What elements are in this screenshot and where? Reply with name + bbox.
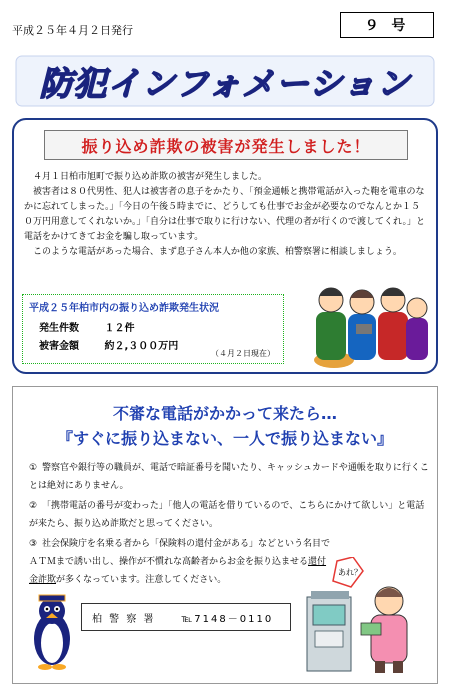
count-value: １２件 bbox=[104, 323, 135, 334]
incident-panel bbox=[12, 118, 438, 374]
issue-number: ９ 号 bbox=[340, 12, 434, 38]
paragraph: このような電話があった場合、まず息子さん本人か他の家族、柏警察署に相談しましょう。 bbox=[33, 247, 402, 257]
paragraph: ４月１日柏市旭町で振り込め詐欺の被害が発生しました。 bbox=[33, 172, 268, 182]
advice-line2: 『すぐに振り込まない、一人で振り込まない』 bbox=[56, 429, 393, 448]
tip-underlined: 還付金詐欺 bbox=[29, 557, 327, 585]
banner-title: 防犯インフォメーション bbox=[39, 63, 411, 103]
title-banner bbox=[12, 52, 438, 110]
advice-heading bbox=[13, 401, 437, 449]
article-body bbox=[24, 170, 428, 260]
speech-text: あれ？ bbox=[338, 568, 362, 577]
stats-count-row bbox=[39, 319, 134, 334]
tip-number: ① bbox=[29, 463, 38, 473]
stats-as-of: （４月２日現在） bbox=[211, 349, 275, 358]
tip-text: 警察官や銀行等の職員が、電話で暗証番号を聞いたり、キャッシュカードや通帳を取りに行くことは絶対にありません。 bbox=[29, 463, 429, 491]
paragraph: 被害者は８０代男性、犯人は被害者の息子をかたり、「預金通帳と携帯電話が入った鞄を電車のなかに忘れてしまった。」「今日の午後５時までに、どうしても仕事でお金が必要なのでなんとか１５０万円用意してくれないか。」「自分は仕事で取りに行けない、代理の者が行くので渡してくれ。」と電話をかけてきてお金を騙し取っています。 bbox=[24, 187, 426, 242]
damage-label: 被害金額 bbox=[39, 341, 79, 352]
headline: 振り込め詐欺の被害が発生しました！ bbox=[81, 136, 371, 156]
tip-item bbox=[29, 459, 429, 495]
tip-text: 「携帯電話の番号が変わった」「他人の電話を借りているので、こちらにかけて欲しい」と電話が来たら、振り込め詐欺だと思ってください。 bbox=[29, 501, 425, 529]
tip-item bbox=[29, 497, 429, 533]
headline-box bbox=[44, 130, 408, 160]
police-contact bbox=[81, 603, 291, 631]
tip-text: 社会保険庁を名乗る者から「保険料の還付金がある」などという名目でＡＴＭまで誘い出し、操作が不慣れな高齢者からお金を振り込ませる bbox=[29, 539, 331, 567]
damage-value: 約２,３００万円 bbox=[104, 341, 179, 352]
atm-illustration bbox=[303, 557, 431, 675]
advice-panel bbox=[12, 386, 438, 684]
tip-tail: が多くなっています。注意してください。 bbox=[56, 575, 227, 585]
penguin-mascot-icon bbox=[27, 593, 77, 671]
stats-title: 平成２５年柏市内の振り込め詐欺発生状況 bbox=[29, 303, 219, 314]
tip-number: ② bbox=[29, 501, 38, 511]
police-tel: ℡7148－0110 bbox=[181, 613, 274, 625]
stats-box bbox=[22, 294, 284, 364]
stats-damage-row bbox=[39, 337, 178, 352]
people-illustration bbox=[306, 272, 432, 368]
issue-date: 平成２５年４月２日発行 bbox=[12, 24, 133, 37]
advice-line1: 不審な電話がかかって来たら… bbox=[112, 404, 337, 423]
police-name: 柏 警 察 署 bbox=[92, 613, 156, 625]
tip-number: ③ bbox=[29, 539, 38, 549]
count-label: 発生件数 bbox=[39, 323, 79, 334]
